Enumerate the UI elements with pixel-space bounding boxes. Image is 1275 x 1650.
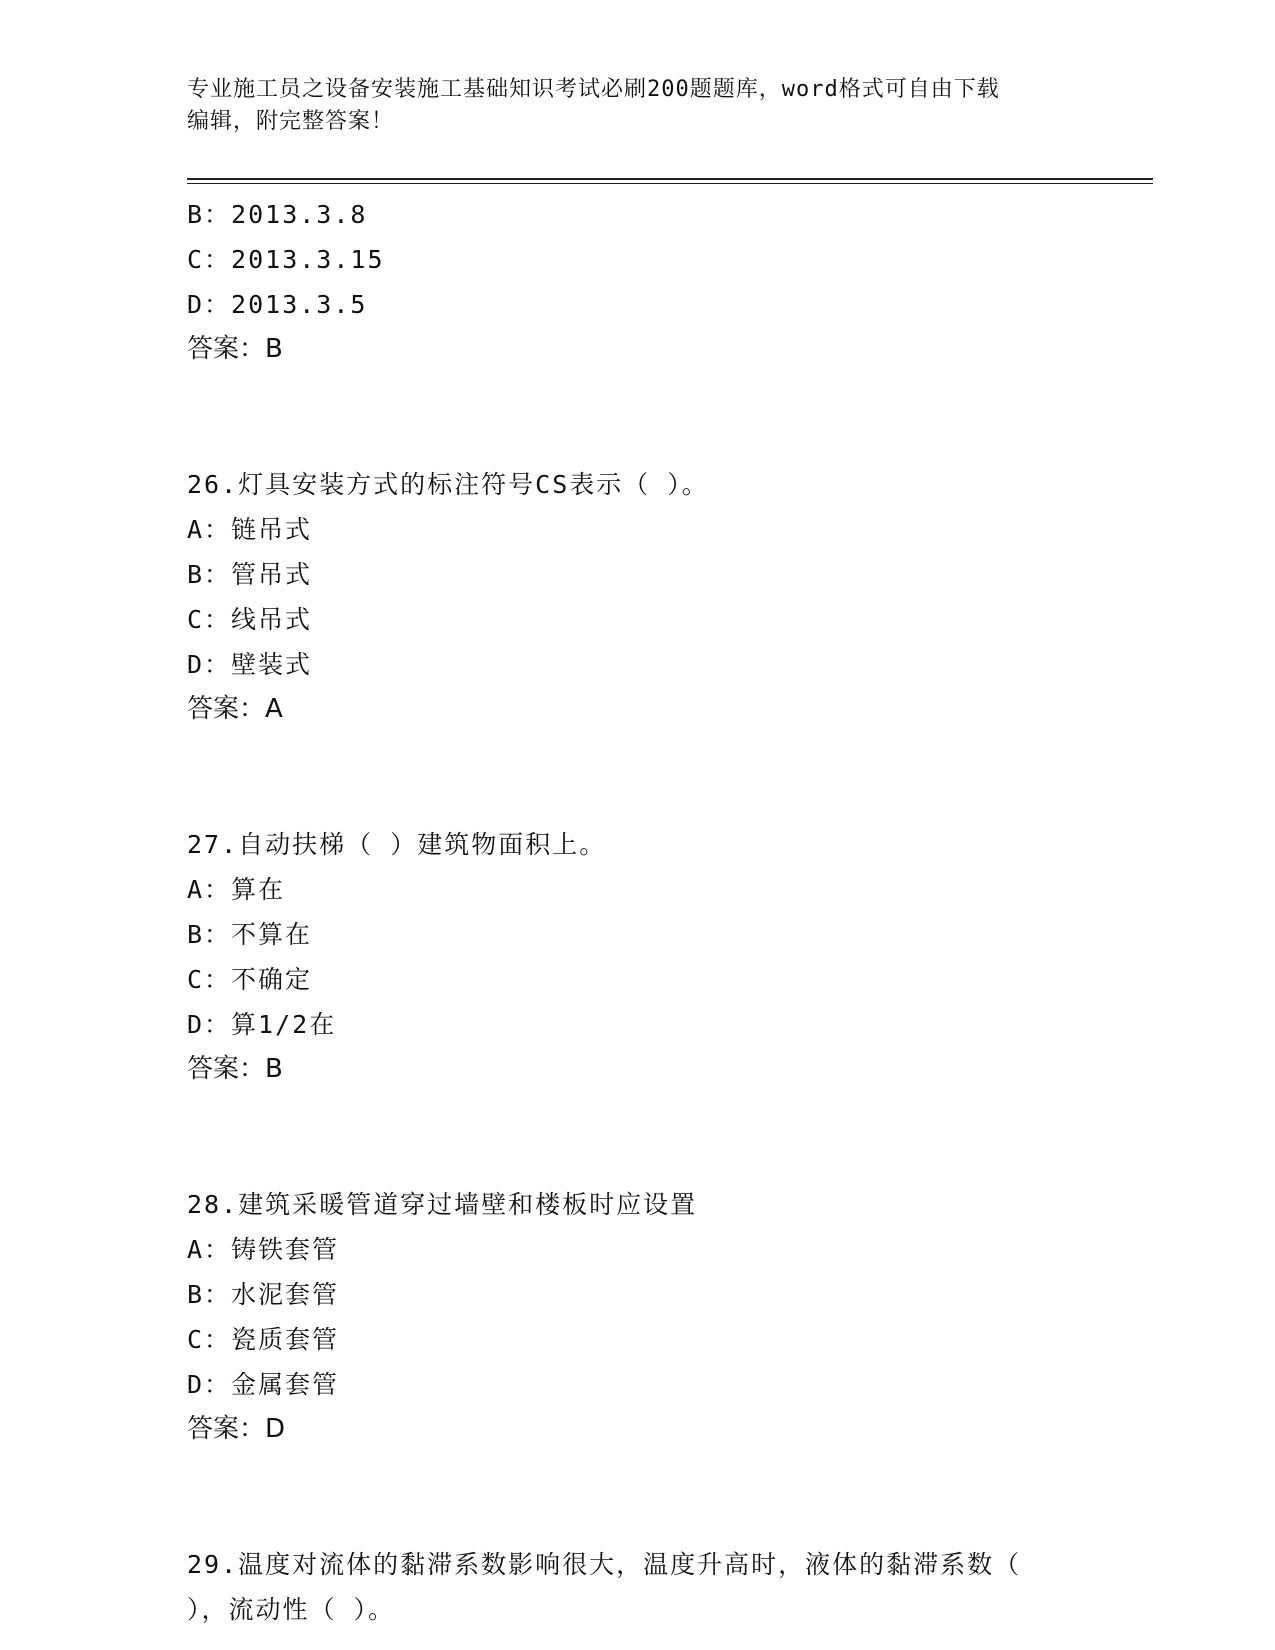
spacer [187,372,1087,462]
header-line-1: 专业施工员之设备安装施工基础知识考试必刷200题题库，word格式可自由下载 [187,77,1000,102]
question-text: 28.建筑采暖管道穿过墙壁和楼板时应设置 [187,1190,698,1219]
option-b: B：不算在 [187,920,313,949]
option-b: B：管吊式 [187,560,313,589]
option-b: B：水泥套管 [187,1280,340,1309]
spacer [187,1452,1087,1542]
option-c: C：2013.3.15 [187,245,385,274]
option-d: D：2013.3.5 [187,290,368,319]
answer-line: 答案：B [187,1054,283,1084]
document-header [187,74,1067,138]
question-text: 27.自动扶梯（ ）建筑物面积上。 [187,830,607,859]
question-text: 26.灯具安装方式的标注符号CS表示（ ）。 [187,470,709,499]
option-c: C：线吊式 [187,605,313,634]
answer-line: 答案：D [187,1414,286,1444]
spacer [187,732,1087,822]
question-block-27 [187,822,1087,1092]
question-block-29 [187,1542,1087,1632]
header-divider-bottom [187,183,1153,184]
question-block-25 [187,192,1087,372]
question-block-26 [187,462,1087,732]
option-d: D：金属套管 [187,1370,340,1399]
option-b: B：2013.3.8 [187,200,368,229]
option-a: A：链吊式 [187,515,313,544]
option-d: D：壁装式 [187,650,313,679]
header-divider-top [187,178,1153,180]
spacer [187,1092,1087,1182]
option-d: D：算1/2在 [187,1010,337,1039]
option-c: C：不确定 [187,965,313,994]
header-line-2: 编辑，附完整答案！ [187,109,395,134]
question-text-line-2: ），流动性（ ）。 [187,1595,396,1624]
question-text-line-1: 29.温度对流体的黏滞系数影响很大，温度升高时，液体的黏滞系数（ [187,1550,1022,1579]
option-c: C：瓷质套管 [187,1325,340,1354]
answer-line: 答案：B [187,334,283,364]
question-list [187,192,1087,1632]
option-a: A：铸铁套管 [187,1235,340,1264]
answer-line: 答案：A [187,694,283,724]
question-block-28 [187,1182,1087,1452]
option-a: A：算在 [187,875,286,904]
